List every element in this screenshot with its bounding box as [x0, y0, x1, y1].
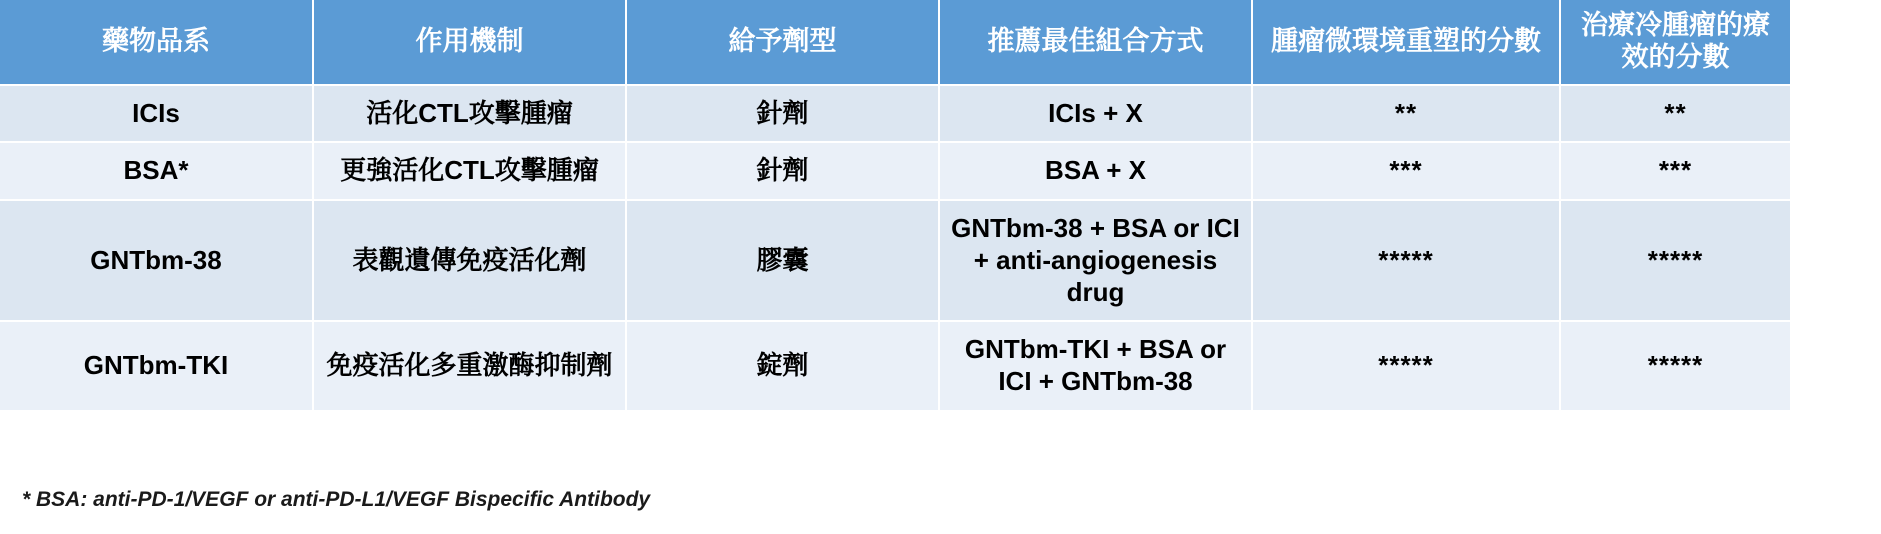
cell-mechanism: 活化CTL攻擊腫瘤 [313, 85, 626, 143]
table-row [0, 85, 1790, 143]
cell-dosage-form: 針劑 [626, 142, 939, 200]
cell-tme-score: ***** [1252, 200, 1560, 321]
cell-combination: GNTbm-TKI + BSA or ICI + GNTbm-38 [939, 321, 1252, 410]
cell-mechanism: 免疫活化多重激酶抑制劑 [313, 321, 626, 410]
table-row [0, 200, 1790, 321]
cell-combination: GNTbm-38 + BSA or ICI + anti-angiogenesis drug [939, 200, 1252, 321]
cell-drug: GNTbm-TKI [0, 321, 313, 410]
cell-cold-tumor-score: ***** [1560, 321, 1790, 410]
cell-cold-tumor-score: ***** [1560, 200, 1790, 321]
cell-cold-tumor-score: ** [1560, 85, 1790, 143]
cell-drug: ICIs [0, 85, 313, 143]
cell-tme-score: ** [1252, 85, 1560, 143]
column-header-mechanism: 作用機制 [313, 0, 626, 85]
column-header-dosage-form: 給予劑型 [626, 0, 939, 85]
table-header-row [0, 0, 1790, 85]
cell-drug: GNTbm-38 [0, 200, 313, 321]
table-row [0, 321, 1790, 410]
cell-cold-tumor-score: *** [1560, 142, 1790, 200]
cell-tme-score: ***** [1252, 321, 1560, 410]
cell-mechanism: 表觀遺傳免疫活化劑 [313, 200, 626, 321]
table-row [0, 142, 1790, 200]
column-header-combination: 推薦最佳組合方式 [939, 0, 1252, 85]
column-header-cold-tumor-score: 治療冷腫瘤的療效的分數 [1560, 0, 1790, 85]
cell-combination: BSA + X [939, 142, 1252, 200]
cell-dosage-form: 錠劑 [626, 321, 939, 410]
cell-combination: ICIs + X [939, 85, 1252, 143]
table-body [0, 85, 1790, 411]
table-header [0, 0, 1790, 85]
column-header-drug: 藥物品系 [0, 0, 313, 85]
column-header-tme-score: 腫瘤微環境重塑的分數 [1252, 0, 1560, 85]
cell-tme-score: *** [1252, 142, 1560, 200]
cell-dosage-form: 針劑 [626, 85, 939, 143]
footnote-text: * BSA: anti-PD-1/VEGF or anti-PD-L1/VEGF Bispecific Antibody [22, 488, 651, 511]
cell-drug: BSA* [0, 142, 313, 200]
cell-mechanism: 更強活化CTL攻擊腫瘤 [313, 142, 626, 200]
cell-dosage-form: 膠囊 [626, 200, 939, 321]
